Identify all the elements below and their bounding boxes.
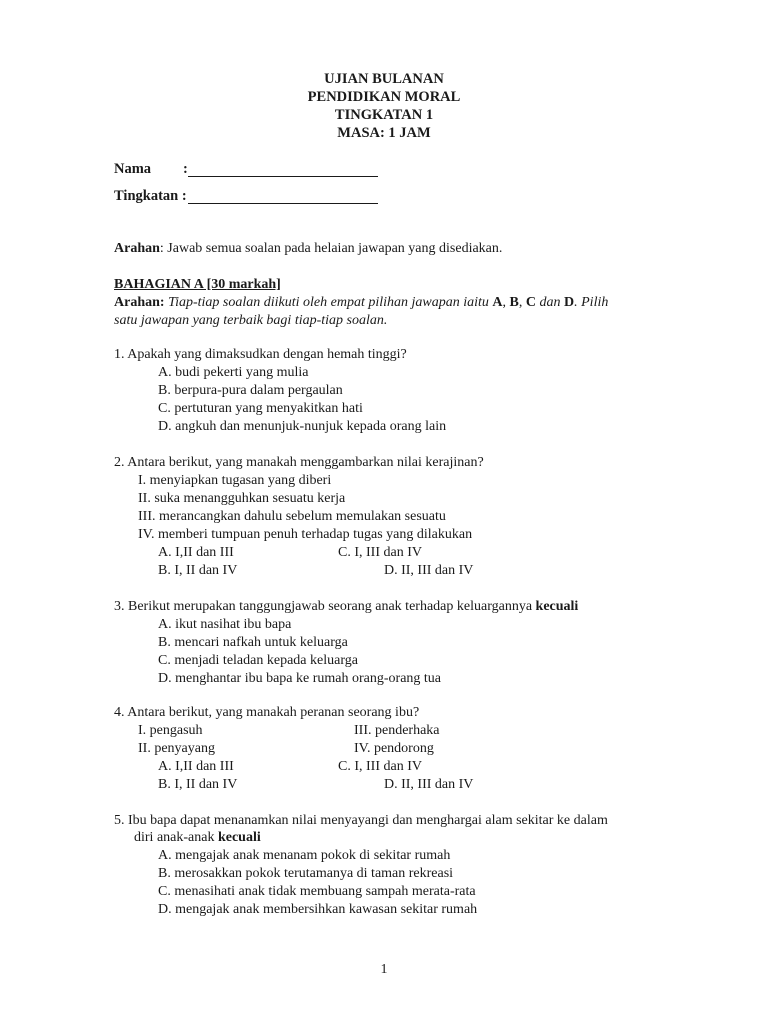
question-5-line2: diri anak-anak kecuali bbox=[134, 830, 261, 845]
duration: MASA: 1 JAM bbox=[337, 125, 431, 141]
arahan-text: : Jawab semua soalan pada helaian jawapan yang disediakan. bbox=[159, 241, 503, 256]
question-5: 5. Ibu bapa dapat menanamkan nilai menyayangi dan menghargai alam sekitar ke dalam bbox=[114, 813, 608, 828]
q2-statement-3: III. merancangkan dahulu sebelum memulakan sesuatu bbox=[138, 509, 446, 524]
tingkatan-field[interactable] bbox=[188, 189, 378, 204]
nama-field[interactable] bbox=[188, 162, 378, 177]
q2-option-a: A. I,II dan III bbox=[158, 545, 234, 560]
q2-option-b: B. I, II dan IV bbox=[158, 563, 238, 578]
q1-option-d: D. angkuh dan menunjuk-nunjuk kepada orang lain bbox=[158, 419, 447, 434]
q4-statement-3: III. penderhaka bbox=[354, 723, 440, 738]
q5-option-c: C. menasihati anak tidak membuang sampah merata-rata bbox=[158, 884, 476, 899]
q4-statement-2: II. penyayang bbox=[138, 741, 215, 756]
q2-option-d: D. II, III dan IV bbox=[384, 563, 474, 578]
q1-option-b: B. berpura-pura dalam pergaulan bbox=[158, 383, 343, 398]
q3-option-c: C. menjadi teladan kepada keluarga bbox=[158, 653, 358, 668]
subject-title: PENDIDIKAN MORAL bbox=[307, 89, 461, 105]
q1-option-a: A. budi pekerti yang mulia bbox=[158, 365, 309, 380]
page-number: 1 bbox=[380, 962, 388, 977]
section-instruction-line2: satu jawapan yang terbaik bagi tiap-tiap soalan. bbox=[114, 313, 388, 328]
section-instruction: Arahan: Tiap-tiap soalan diikuti oleh empat pilihan jawapan iaitu A, B, C dan D. Pilih bbox=[114, 295, 609, 310]
nama-label: Nama bbox=[114, 161, 152, 177]
q5-option-a: A. mengajak anak menanam pokok di sekitar rumah bbox=[158, 848, 451, 863]
q1-option-c: C. pertuturan yang menyakitkan hati bbox=[158, 401, 363, 416]
question-2: 2. Antara berikut, yang manakah menggambarkan nilai kerajinan? bbox=[114, 455, 484, 470]
q3-option-d: D. menghantar ibu bapa ke rumah orang-orang tua bbox=[158, 671, 442, 686]
q2-statement-4: IV. memberi tumpuan penuh terhadap tugas yang dilakukan bbox=[138, 527, 473, 542]
q4-option-d: D. II, III dan IV bbox=[384, 777, 474, 792]
q4-option-b: B. I, II dan IV bbox=[158, 777, 238, 792]
question-4: 4. Antara berikut, yang manakah peranan seorang ibu? bbox=[114, 705, 420, 720]
section-title: BAHAGIAN A [30 markah] bbox=[114, 277, 281, 292]
tingkatan-label: Tingkatan : bbox=[114, 188, 187, 204]
q2-option-c: C. I, III dan IV bbox=[338, 545, 422, 560]
q4-option-a: A. I,II dan III bbox=[158, 759, 234, 774]
form-level: TINGKATAN 1 bbox=[334, 107, 434, 123]
q5-option-d: D. mengajak anak membersihkan kawasan sekitar rumah bbox=[158, 902, 478, 917]
q2-statement-2: II. suka menangguhkan sesuatu kerja bbox=[138, 491, 346, 506]
q5-option-b: B. merosakkan pokok terutamanya di taman rekreasi bbox=[158, 866, 454, 881]
general-instruction bbox=[114, 240, 502, 258]
question-3: 3. Berikut merupakan tanggungjawab seorang anak terhadap keluargannya kecuali bbox=[114, 599, 579, 614]
q3-option-a: A. ikut nasihat ibu bapa bbox=[158, 617, 292, 632]
question-1: 1. Apakah yang dimaksudkan dengan hemah tinggi? bbox=[114, 347, 407, 362]
q4-option-c: C. I, III dan IV bbox=[338, 759, 422, 774]
q3-option-b: B. mencari nafkah untuk keluarga bbox=[158, 635, 348, 650]
arahan-label: Arahan bbox=[114, 241, 160, 256]
nama-colon: : bbox=[183, 161, 188, 177]
q2-statement-1: I. menyiapkan tugasan yang diberi bbox=[138, 473, 332, 488]
q4-statement-4: IV. pendorong bbox=[354, 741, 434, 756]
q4-statement-1: I. pengasuh bbox=[138, 723, 203, 738]
exam-title: UJIAN BULANAN bbox=[324, 71, 444, 87]
